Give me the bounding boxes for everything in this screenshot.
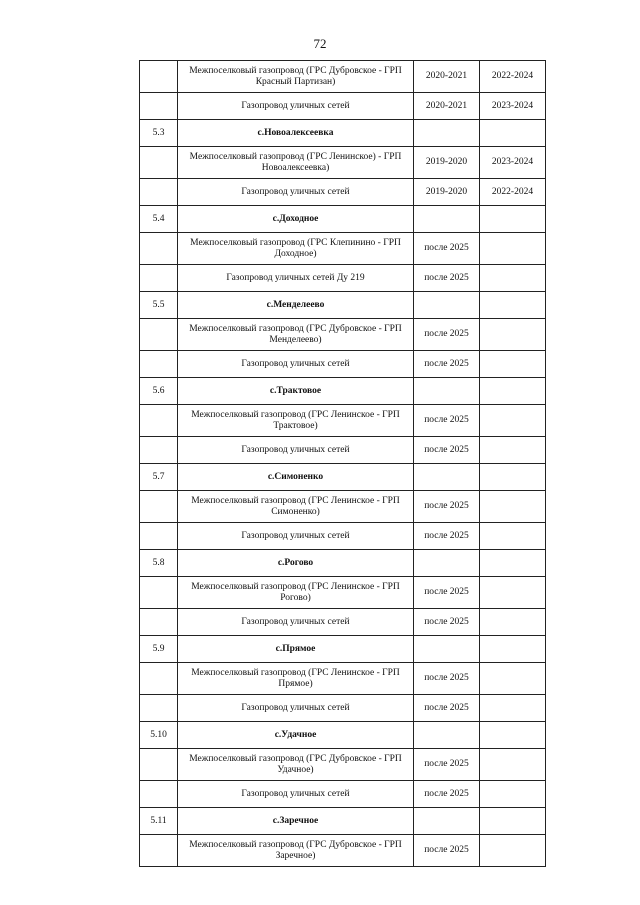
- settlement-name-cell: с.Рогово: [178, 550, 414, 577]
- start-period-cell: после 2025: [414, 835, 480, 867]
- end-period-cell: [480, 523, 546, 550]
- row-number-cell: 5.4: [140, 206, 178, 233]
- start-period-cell: 2019-2020: [414, 147, 480, 179]
- table-row: [140, 265, 546, 292]
- start-period-cell: после 2025: [414, 781, 480, 808]
- end-period-cell: [480, 491, 546, 523]
- table-row: [140, 695, 546, 722]
- row-number-cell: [140, 491, 178, 523]
- start-period-cell: 2019-2020: [414, 179, 480, 206]
- object-name-cell: Газопровод уличных сетей: [178, 695, 414, 722]
- settlement-name-cell: с.Менделеево: [178, 292, 414, 319]
- table-row: [140, 491, 546, 523]
- start-period-cell: после 2025: [414, 577, 480, 609]
- end-period-cell: [480, 405, 546, 437]
- table-row: [140, 781, 546, 808]
- row-number-cell: [140, 437, 178, 464]
- end-period-cell: [480, 319, 546, 351]
- row-number-cell: [140, 61, 178, 93]
- end-period-cell: 2022-2024: [480, 179, 546, 206]
- table-row: [140, 233, 546, 265]
- object-name-cell: Газопровод уличных сетей: [178, 179, 414, 206]
- start-period-cell: [414, 464, 480, 491]
- row-number-cell: [140, 663, 178, 695]
- end-period-cell: [480, 550, 546, 577]
- start-period-cell: [414, 206, 480, 233]
- table-row: [140, 523, 546, 550]
- row-number-cell: 5.8: [140, 550, 178, 577]
- start-period-cell: после 2025: [414, 233, 480, 265]
- object-name-cell: Газопровод уличных сетей: [178, 523, 414, 550]
- start-period-cell: после 2025: [414, 695, 480, 722]
- object-name-cell: Газопровод уличных сетей: [178, 437, 414, 464]
- start-period-cell: [414, 378, 480, 405]
- start-period-cell: [414, 636, 480, 663]
- row-number-cell: 5.5: [140, 292, 178, 319]
- row-number-cell: [140, 147, 178, 179]
- object-name-cell: Межпоселковый газопровод (ГРС Дубровское - ГРП Удачное): [178, 749, 414, 781]
- table-row: [140, 93, 546, 120]
- object-name-cell: Газопровод уличных сетей: [178, 781, 414, 808]
- end-period-cell: [480, 695, 546, 722]
- row-number-cell: 5.9: [140, 636, 178, 663]
- start-period-cell: после 2025: [414, 491, 480, 523]
- end-period-cell: 2023-2024: [480, 93, 546, 120]
- start-period-cell: после 2025: [414, 319, 480, 351]
- row-number-cell: [140, 351, 178, 378]
- start-period-cell: [414, 120, 480, 147]
- start-period-cell: после 2025: [414, 663, 480, 695]
- table-row: [140, 405, 546, 437]
- row-number-cell: [140, 319, 178, 351]
- row-number-cell: [140, 695, 178, 722]
- settlement-name-cell: с.Прямое: [178, 636, 414, 663]
- end-period-cell: [480, 722, 546, 749]
- table-row: [140, 663, 546, 695]
- table-row: [140, 577, 546, 609]
- row-number-cell: [140, 523, 178, 550]
- row-number-cell: 5.6: [140, 378, 178, 405]
- settlement-name-cell: с.Доходное: [178, 206, 414, 233]
- row-number-cell: [140, 93, 178, 120]
- settlement-row: [140, 550, 546, 577]
- end-period-cell: 2023-2024: [480, 147, 546, 179]
- settlement-name-cell: с.Заречное: [178, 808, 414, 835]
- row-number-cell: [140, 405, 178, 437]
- object-name-cell: Межпоселковый газопровод (ГРС Дубровское - ГРП Красный Партизан): [178, 61, 414, 93]
- object-name-cell: Межпоселковый газопровод (ГРС Клепинино - ГРП Доходное): [178, 233, 414, 265]
- end-period-cell: [480, 636, 546, 663]
- row-number-cell: [140, 233, 178, 265]
- settlement-row: [140, 808, 546, 835]
- start-period-cell: после 2025: [414, 523, 480, 550]
- end-period-cell: [480, 437, 546, 464]
- object-name-cell: Газопровод уличных сетей Ду 219: [178, 265, 414, 292]
- settlement-row: [140, 722, 546, 749]
- settlement-row: [140, 378, 546, 405]
- row-number-cell: 5.3: [140, 120, 178, 147]
- settlement-row: [140, 120, 546, 147]
- start-period-cell: 2020-2021: [414, 93, 480, 120]
- end-period-cell: [480, 749, 546, 781]
- object-name-cell: Межпоселковый газопровод (ГРС Ленинское - ГРП Трактовое): [178, 405, 414, 437]
- table-row: [140, 749, 546, 781]
- settlement-row: [140, 464, 546, 491]
- start-period-cell: после 2025: [414, 265, 480, 292]
- object-name-cell: Межпоселковый газопровод (ГРС Ленинское) - ГРП Новоалексеевка): [178, 147, 414, 179]
- row-number-cell: 5.7: [140, 464, 178, 491]
- settlement-row: [140, 636, 546, 663]
- row-number-cell: [140, 577, 178, 609]
- end-period-cell: [480, 609, 546, 636]
- object-name-cell: Межпоселковый газопровод (ГРС Ленинское - ГРП Прямое): [178, 663, 414, 695]
- start-period-cell: после 2025: [414, 351, 480, 378]
- start-period-cell: 2020-2021: [414, 61, 480, 93]
- start-period-cell: [414, 722, 480, 749]
- settlement-name-cell: с.Удачное: [178, 722, 414, 749]
- object-name-cell: Межпоселковый газопровод (ГРС Дубровское - ГРП Менделеево): [178, 319, 414, 351]
- end-period-cell: [480, 292, 546, 319]
- settlement-name-cell: с.Симоненко: [178, 464, 414, 491]
- object-name-cell: Газопровод уличных сетей: [178, 93, 414, 120]
- row-number-cell: [140, 835, 178, 867]
- end-period-cell: [480, 351, 546, 378]
- end-period-cell: [480, 835, 546, 867]
- start-period-cell: [414, 292, 480, 319]
- table-row: [140, 437, 546, 464]
- page-number: 72: [313, 36, 327, 51]
- table-row: [140, 61, 546, 93]
- end-period-cell: [480, 378, 546, 405]
- settlement-row: [140, 292, 546, 319]
- end-period-cell: 2022-2024: [480, 61, 546, 93]
- object-name-cell: Межпоселковый газопровод (ГРС Ленинское - ГРП Симоненко): [178, 491, 414, 523]
- object-name-cell: Газопровод уличных сетей: [178, 351, 414, 378]
- row-number-cell: [140, 609, 178, 636]
- table-row: [140, 835, 546, 867]
- start-period-cell: после 2025: [414, 405, 480, 437]
- table-row: [140, 609, 546, 636]
- settlement-row: [140, 206, 546, 233]
- object-name-cell: Газопровод уличных сетей: [178, 609, 414, 636]
- start-period-cell: [414, 550, 480, 577]
- object-name-cell: Межпоселковый газопровод (ГРС Ленинское - ГРП Рогово): [178, 577, 414, 609]
- row-number-cell: [140, 749, 178, 781]
- start-period-cell: [414, 808, 480, 835]
- end-period-cell: [480, 781, 546, 808]
- end-period-cell: [480, 663, 546, 695]
- start-period-cell: после 2025: [414, 749, 480, 781]
- end-period-cell: [480, 120, 546, 147]
- row-number-cell: [140, 265, 178, 292]
- table-row: [140, 147, 546, 179]
- table-row: [140, 351, 546, 378]
- gas-pipeline-schedule-table: [139, 60, 546, 867]
- end-period-cell: [480, 577, 546, 609]
- settlement-name-cell: с.Трактовое: [178, 378, 414, 405]
- row-number-cell: [140, 179, 178, 206]
- object-name-cell: Межпоселковый газопровод (ГРС Дубровское - ГРП Заречное): [178, 835, 414, 867]
- end-period-cell: [480, 233, 546, 265]
- end-period-cell: [480, 808, 546, 835]
- row-number-cell: 5.11: [140, 808, 178, 835]
- row-number-cell: [140, 781, 178, 808]
- end-period-cell: [480, 265, 546, 292]
- start-period-cell: после 2025: [414, 609, 480, 636]
- settlement-name-cell: с.Новоалексеевка: [178, 120, 414, 147]
- start-period-cell: после 2025: [414, 437, 480, 464]
- table-row: [140, 179, 546, 206]
- end-period-cell: [480, 206, 546, 233]
- row-number-cell: 5.10: [140, 722, 178, 749]
- table-row: [140, 319, 546, 351]
- end-period-cell: [480, 464, 546, 491]
